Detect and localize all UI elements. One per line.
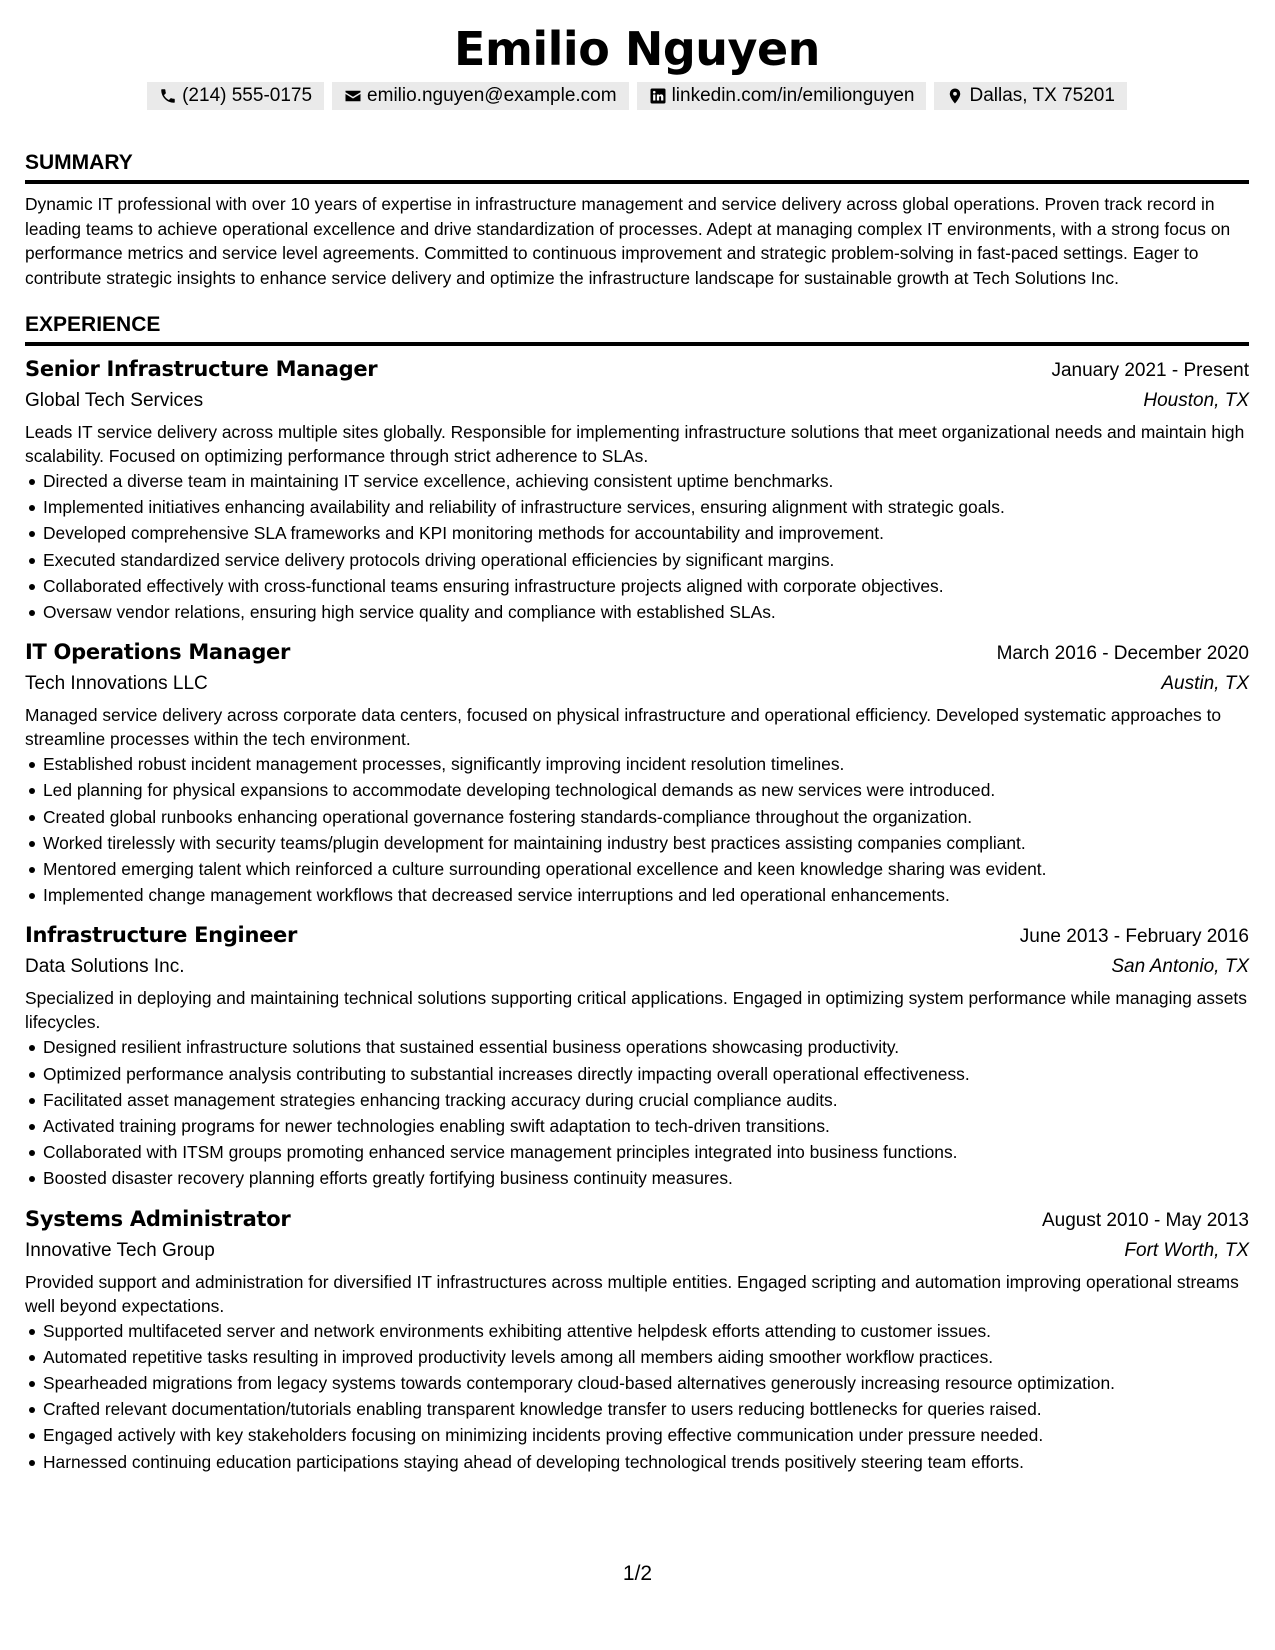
job-bullet: Mentored emerging talent which reinforced a culture surrounding operational excellence and keen knowledge sharing was evident. bbox=[25, 856, 1249, 882]
contact-bar bbox=[25, 82, 1249, 110]
job-description: Managed service delivery across corporate data centers, focused on physical infrastructure and operational efficiency. Developed systematic approaches to streamline processes within the tech environment. bbox=[25, 705, 1222, 750]
job-bullet: Collaborated with ITSM groups promoting enhanced service management principles integrated into business functions. bbox=[25, 1139, 1249, 1165]
job-company: Innovative Tech Group bbox=[25, 1239, 215, 1261]
job-bullets bbox=[25, 751, 1249, 908]
summary-text: Dynamic IT professional with over 10 years of expertise in infrastructure management and service delivery across global operations. Proven track record in leading teams to achieve operational excellence and drive standardization of processes. Adept at managing complex IT environments, with a strong focus on performance metrics and service level agreements. Committed to continuous improvement and strategic problem-solving in fast-paced settings. Eager to contribute strategic insights to enhance service delivery and optimize the infrastructure landscape for sustainable growth at Tech Solutions Inc. bbox=[25, 194, 1231, 288]
phone-chip[interactable] bbox=[147, 82, 324, 110]
job-bullets bbox=[25, 1034, 1249, 1191]
linkedin-icon bbox=[649, 87, 667, 105]
job-location: Austin, TX bbox=[1161, 673, 1249, 695]
job-bullet: Executed standardized service delivery protocols driving operational efficiencies by significant margins. bbox=[25, 547, 1249, 573]
job-bullet: Worked tirelessly with security teams/plugin development for maintaining industry best practices assisting companies compliant. bbox=[25, 830, 1249, 856]
job-description: Leads IT service delivery across multiple sites globally. Responsible for implementing infrastructure solutions that meet organizational needs and maintain high scalability. Focused on optimizing performance through strict adherence to SLAs. bbox=[25, 422, 1245, 466]
job-company-row bbox=[25, 952, 1249, 982]
candidate-name: Emilio Nguyen bbox=[454, 22, 820, 76]
job-title-row bbox=[25, 637, 1249, 669]
job-dates: June 2013 - February 2016 bbox=[1019, 926, 1249, 948]
job-bullet: Designed resilient infrastructure solutions that sustained essential business operations showcasing productivity. bbox=[25, 1034, 1249, 1060]
job-bullet: Spearheaded migrations from legacy systems towards contemporary cloud-based alternatives generously increasing resource optimization. bbox=[25, 1370, 1249, 1396]
job-bullet: Developed comprehensive SLA frameworks and KPI monitoring methods for accountability and improvement. bbox=[25, 520, 1249, 546]
job-title-row bbox=[25, 1204, 1249, 1236]
job-entry bbox=[25, 920, 1249, 1191]
job-bullet: Harnessed continuing education participations staying ahead of developing technological trends positively steering team efforts. bbox=[25, 1449, 1249, 1475]
job-company-row bbox=[25, 1236, 1249, 1266]
job-entry bbox=[25, 354, 1249, 625]
job-bullet: Led planning for physical expansions to accommodate developing technological demands as new services were introduced. bbox=[25, 777, 1249, 803]
job-title: Systems Administrator bbox=[25, 1206, 291, 1231]
job-bullet: Optimized performance analysis contributing to substantial increases directly impacting overall operational effectiveness. bbox=[25, 1061, 1249, 1087]
job-title: IT Operations Manager bbox=[25, 640, 291, 665]
job-bullet: Crafted relevant documentation/tutorials enabling transparent knowledge transfer to users reducing bottlenecks for queries raised. bbox=[25, 1396, 1249, 1422]
job-description: Provided support and administration for diversified IT infrastructures across multiple entities. Engaged scripting and automation improving operational streams well beyond expectations. bbox=[25, 1271, 1239, 1316]
job-title-row bbox=[25, 920, 1249, 952]
job-bullet: Directed a diverse team in maintaining IT service excellence, achieving consistent uptime benchmarks. bbox=[25, 468, 1249, 494]
linkedin-chip[interactable] bbox=[637, 82, 927, 110]
job-bullet: Created global runbooks enhancing operational governance fostering standards-compliance throughout the organization. bbox=[25, 804, 1249, 830]
job-company: Tech Innovations LLC bbox=[25, 673, 208, 695]
job-title: Infrastructure Engineer bbox=[25, 923, 298, 948]
linkedin-text: linkedin.com/in/emilionguyen bbox=[671, 85, 915, 106]
map-pin-icon bbox=[946, 87, 964, 105]
job-dates: January 2021 - Present bbox=[1051, 360, 1249, 381]
job-company-row bbox=[25, 386, 1249, 416]
email-chip[interactable] bbox=[332, 82, 629, 110]
job-description: Specialized in deploying and maintaining technical solutions supporting critical applications. Engaged in optimizing system performance while managing assets lifecycles. bbox=[25, 988, 1247, 1033]
job-bullet: Supported multifaceted server and network environments exhibiting attentive helpdesk efforts attending to customer issues. bbox=[25, 1318, 1249, 1344]
job-bullet: Facilitated asset management strategies enhancing tracking accuracy during crucial compliance audits. bbox=[25, 1087, 1249, 1113]
location-text: Dallas, TX 75201 bbox=[969, 85, 1115, 106]
job-title: Senior Infrastructure Manager bbox=[25, 357, 378, 381]
job-company: Global Tech Services bbox=[25, 390, 204, 411]
job-location: San Antonio, TX bbox=[1111, 956, 1249, 978]
job-entry bbox=[25, 637, 1249, 908]
job-bullets bbox=[25, 1318, 1249, 1475]
experience-list bbox=[25, 354, 1249, 1475]
job-dates: August 2010 - May 2013 bbox=[1041, 1209, 1249, 1231]
phone-icon bbox=[159, 87, 177, 105]
location-chip bbox=[934, 82, 1126, 110]
job-title-row bbox=[25, 354, 1249, 386]
job-bullet: Implemented initiatives enhancing availability and reliability of infrastructure services, ensuring alignment with strategic goals. bbox=[25, 494, 1249, 520]
resume-page bbox=[25, 0, 1249, 1475]
job-company: Data Solutions Inc. bbox=[25, 956, 185, 978]
email-text: emilio.nguyen@example.com bbox=[367, 85, 617, 106]
job-bullet: Implemented change management workflows that decreased service interruptions and led operational enhancements. bbox=[25, 882, 1249, 908]
job-bullet: Engaged actively with key stakeholders focusing on minimizing incidents proving effective communication under pressure needed. bbox=[25, 1422, 1249, 1448]
experience-heading: EXPERIENCE bbox=[25, 312, 1249, 346]
job-bullet: Activated training programs for newer technologies enabling swift adaptation to tech-driven transitions. bbox=[25, 1113, 1249, 1139]
job-location: Fort Worth, TX bbox=[1124, 1239, 1249, 1261]
job-dates: March 2016 - December 2020 bbox=[996, 643, 1249, 665]
job-bullet: Boosted disaster recovery planning efforts greatly fortifying business continuity measures. bbox=[25, 1165, 1249, 1191]
job-entry bbox=[25, 1204, 1249, 1475]
summary-heading: SUMMARY bbox=[25, 150, 1249, 184]
envelope-icon bbox=[344, 87, 362, 105]
phone-text: (214) 555-0175 bbox=[182, 85, 313, 106]
job-bullets bbox=[25, 468, 1249, 625]
page-number: 1/2 bbox=[622, 1562, 653, 1585]
job-bullet: Oversaw vendor relations, ensuring high service quality and compliance with established SLAs. bbox=[25, 599, 1249, 625]
job-bullet: Established robust incident management processes, significantly improving incident resolution timelines. bbox=[25, 751, 1249, 777]
job-bullet: Automated repetitive tasks resulting in improved productivity levels among all members aiding smoother workflow practices. bbox=[25, 1344, 1249, 1370]
job-location: Houston, TX bbox=[1143, 390, 1249, 411]
job-bullet: Collaborated effectively with cross-functional teams ensuring infrastructure projects aligned with corporate objectives. bbox=[25, 573, 1249, 599]
job-company-row bbox=[25, 669, 1249, 699]
